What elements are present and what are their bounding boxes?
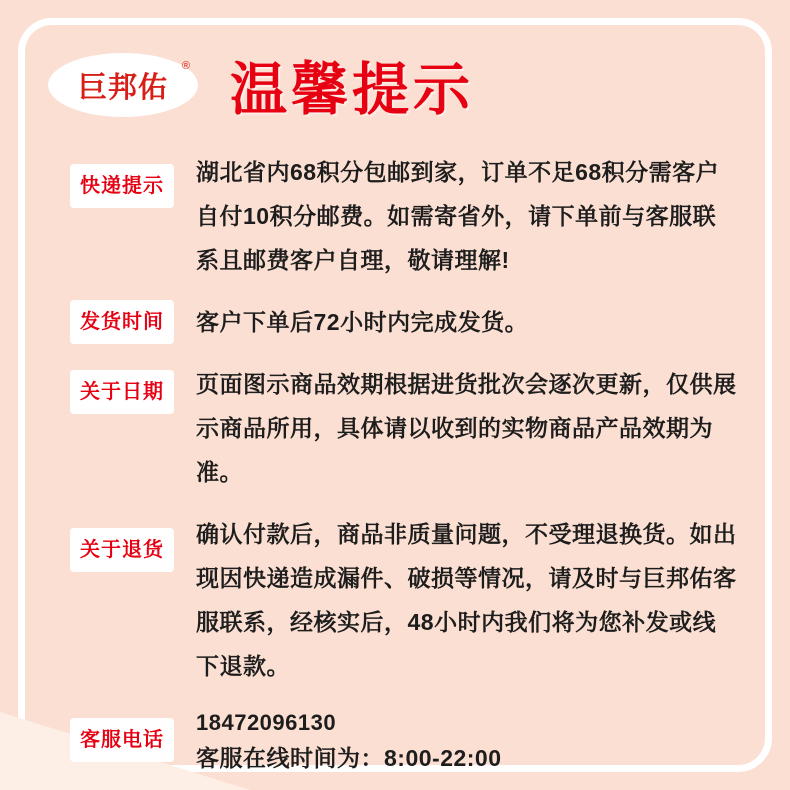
notice-tag-service-phone: 客服电话 — [70, 718, 174, 762]
notice-list — [70, 150, 738, 790]
brand-logo-text: 巨邦佑 — [77, 71, 168, 104]
notice-tag-express: 快递提示 — [70, 164, 174, 208]
notice-row-returns — [70, 512, 738, 688]
registered-trademark-icon: ® — [181, 60, 190, 72]
notice-row-shipping-time — [70, 300, 738, 344]
brand-logo — [48, 53, 198, 117]
service-hours: 客服在线时间为：8:00-22:00 — [196, 745, 502, 771]
notice-text-returns: 确认付款后，商品非质量问题，不受理退换货。如出现因快递造成漏件、破损等情况，请及时与巨邦佑客服联系，经核实后，48小时内我们将为您补发或线下退款。 — [196, 521, 737, 679]
poster-header — [48, 44, 474, 126]
notice-tag-returns: 关于退货 — [70, 528, 174, 572]
notice-text-express: 湖北省内68积分包邮到家，订单不足68积分需客户自付10积分邮费。如需寄省外，请下单前与客服联系且邮费客户自理，敬请理解! — [196, 159, 720, 273]
notice-row-expiry-date — [70, 362, 738, 494]
notice-text-expiry-date: 页面图示商品效期根据进货批次会逐次更新，仅供展示商品所用，具体请以收到的实物商品产品效期为准。 — [196, 371, 737, 485]
notice-row-express — [70, 150, 738, 282]
notice-text-shipping-time: 客户下单后72小时内完成发货。 — [196, 309, 529, 335]
service-contact-block — [196, 706, 738, 776]
notice-tag-expiry-date: 关于日期 — [70, 370, 174, 414]
page-title: 温馨提示 — [230, 58, 474, 122]
notice-tag-shipping-time: 发货时间 — [70, 300, 174, 344]
service-phone-number[interactable]: 18472096130 — [196, 710, 337, 735]
notice-row-service-phone — [70, 706, 738, 776]
